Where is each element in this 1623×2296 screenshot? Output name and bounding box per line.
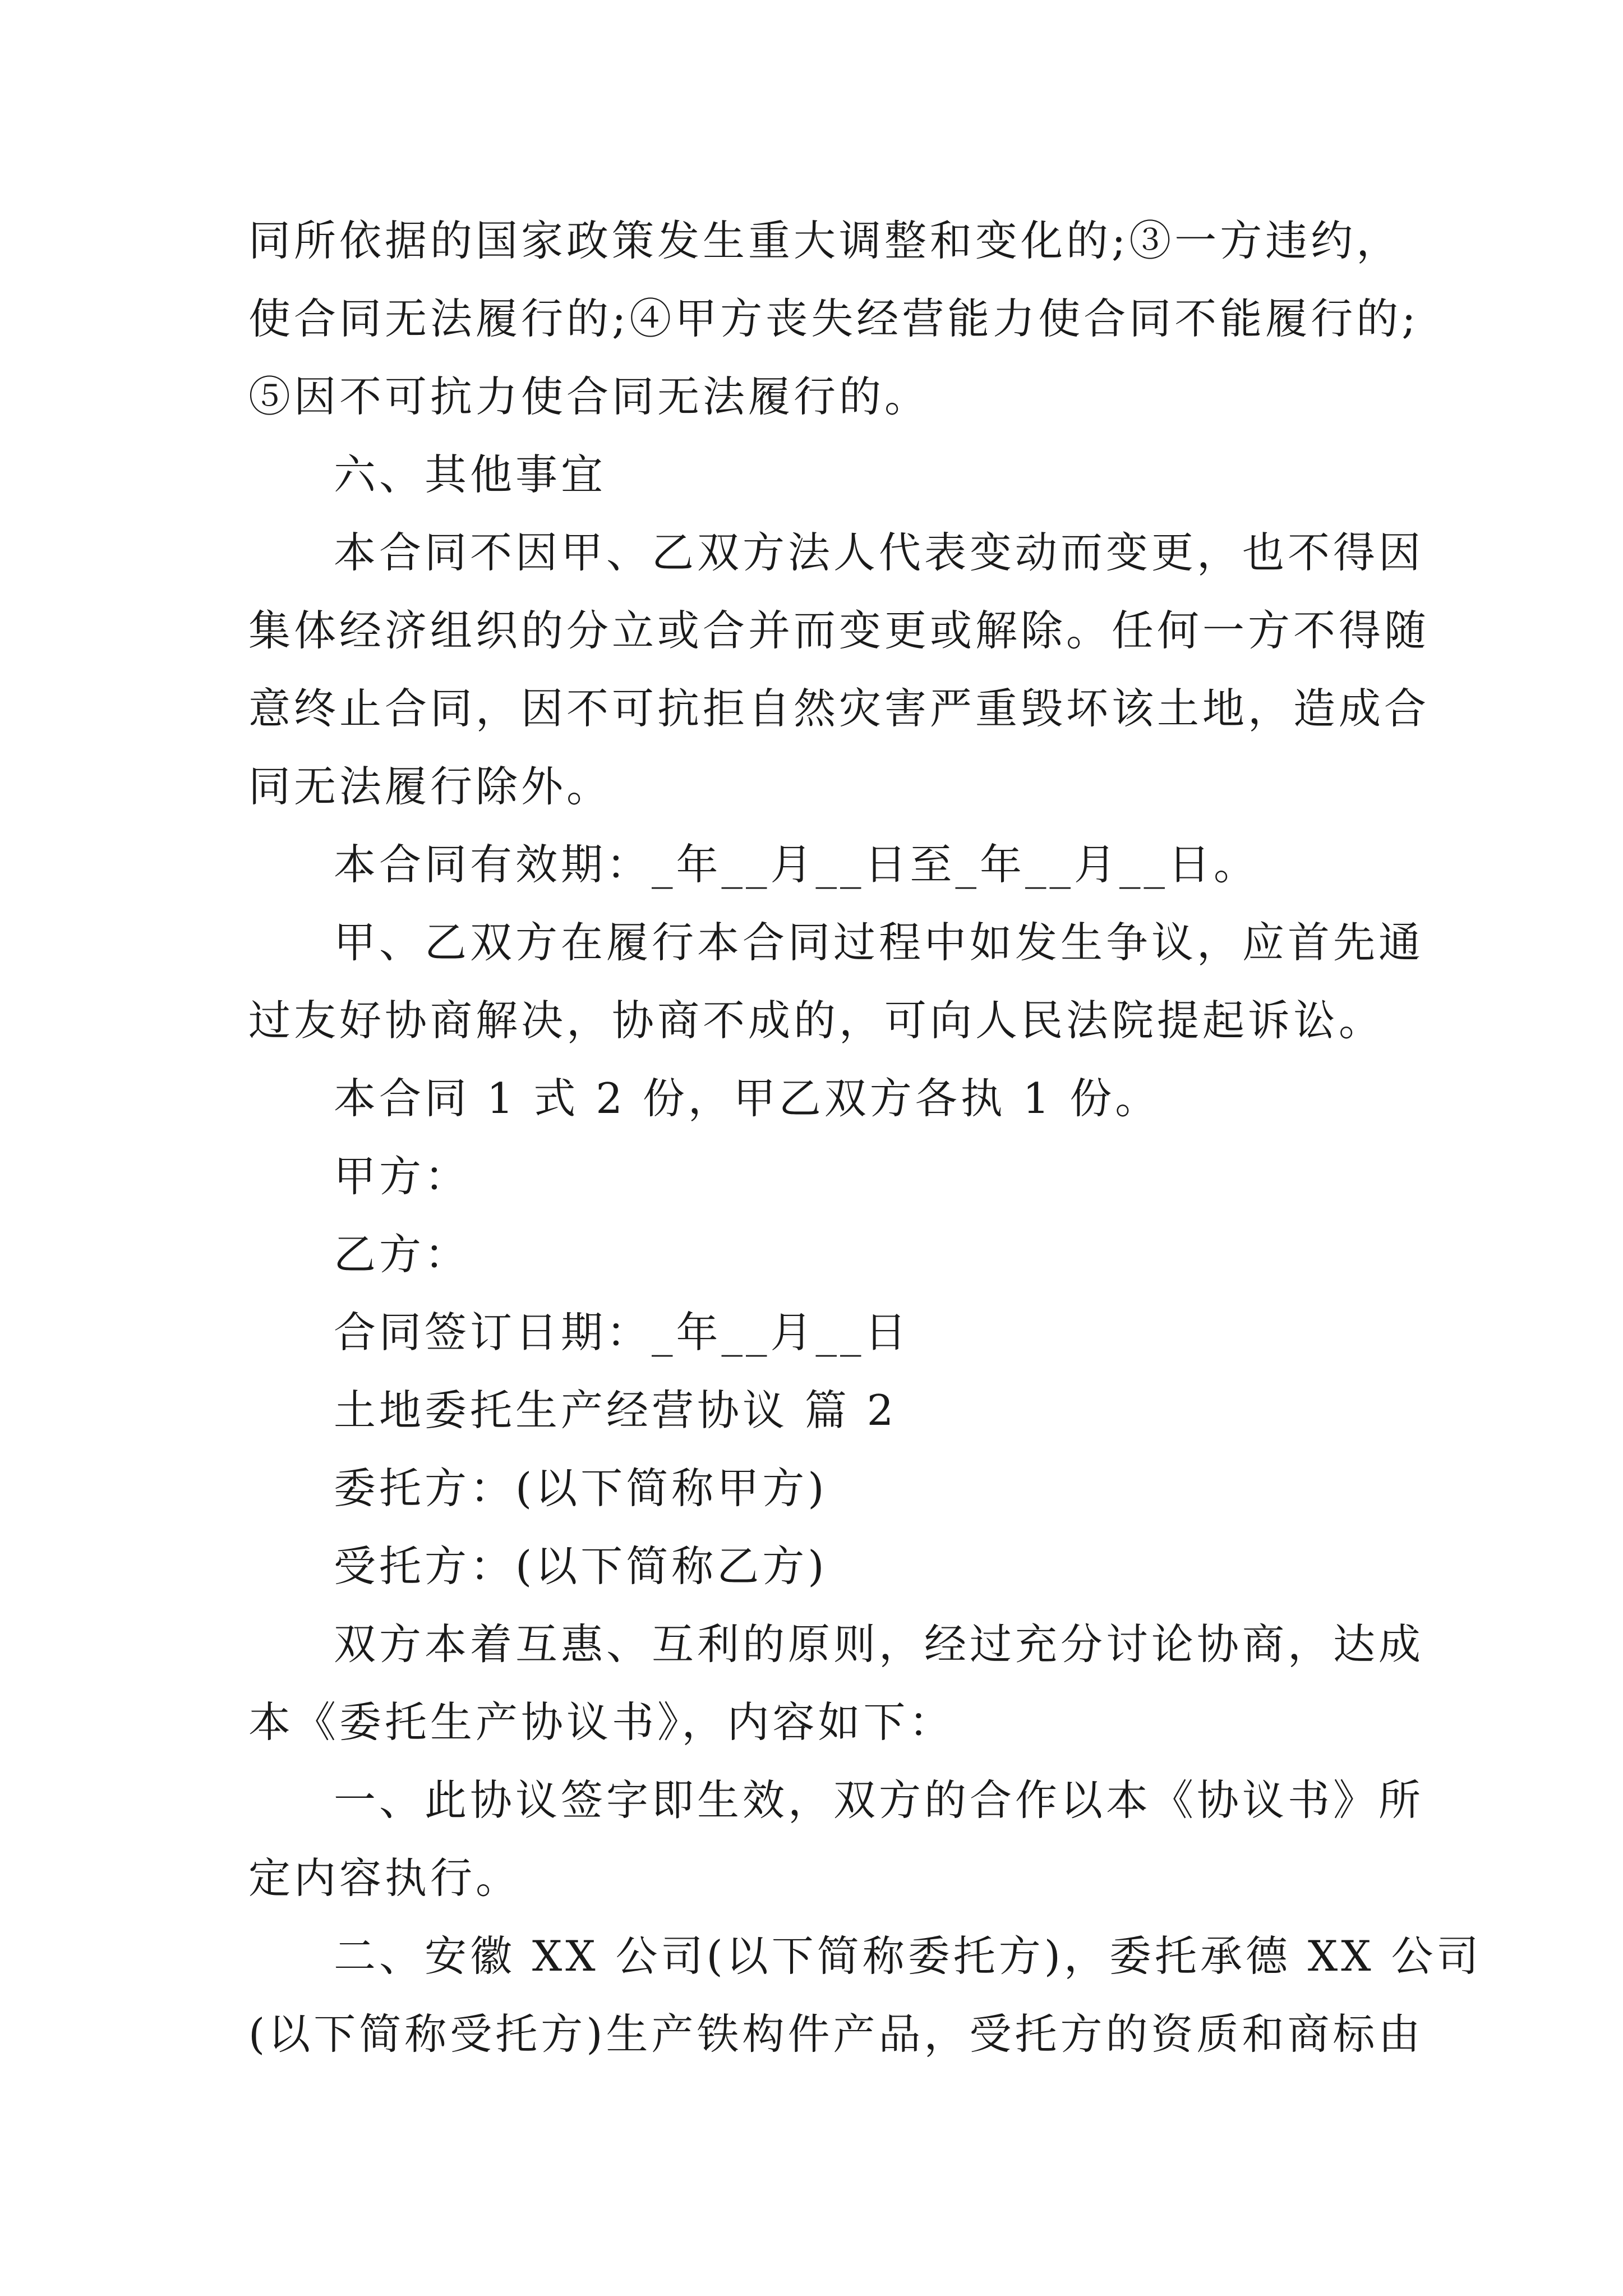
text-line: 本《委托生产协议书》，内容如下： (248, 1697, 955, 1747)
signing-date-line: 合同签订日期：_年__月__日 (334, 1308, 910, 1357)
text-line: 同所依据的国家政策发生重大调整和变化的;③一方违约， (248, 216, 1402, 265)
text-line: 一、此协议签字即生效，双方的合作以本《协议书》所 (334, 1775, 1424, 1825)
entrusted-party-line: 受托方：(以下简称乙方) (334, 1542, 828, 1591)
text-line: 定内容执行。 (248, 1853, 522, 1903)
copies-line: 本合同 1 式 2 份，甲乙双方各执 1 份。 (334, 1074, 1161, 1123)
text-line: 意终止合同，因不可抗拒自然灾害严重毁坏该土地，造成合 (248, 684, 1430, 733)
section-heading: 六、其他事宜 (334, 450, 607, 499)
party-a-signature-line: 甲方： (334, 1152, 471, 1201)
text-line: 过友好协商解决，协商不成的，可向人民法院提起诉讼。 (248, 996, 1385, 1045)
text-line: 本合同不因甲、乙双方法人代表变动而变更，也不得因 (334, 528, 1424, 577)
document-body (248, 202, 1482, 2073)
validity-period-line: 本合同有效期：_年__月__日至_年__月__日。 (334, 840, 1260, 889)
party-b-signature-line: 乙方： (334, 1230, 471, 1279)
text-line: 使合同无法履行的;④甲方丧失经营能力使合同不能履行的; (248, 294, 1419, 343)
agreement-title: 土地委托生产经营协议 篇 2 (334, 1386, 897, 1435)
text-line: (以下简称受托方)生产铁构件产品，受托方的资质和商标由 (248, 2009, 1424, 2059)
text-line: 二、安徽 XX 公司(以下简称委托方)，委托承德 XX 公司 (334, 1931, 1482, 1981)
text-line: 集体经济组织的分立或合并而变更或解除。任何一方不得随 (248, 606, 1430, 655)
text-line: ⑤因不可抗力使合同无法履行的。 (248, 372, 930, 421)
entrusting-party-line: 委托方：(以下简称甲方) (334, 1464, 828, 1513)
text-line: 甲、乙双方在履行本合同过程中如发生争议，应首先通 (334, 918, 1424, 967)
text-line: 同无法履行除外。 (248, 762, 612, 811)
text-line: 双方本着互惠、互利的原则，经过充分讨论协商，达成 (334, 1619, 1424, 1669)
